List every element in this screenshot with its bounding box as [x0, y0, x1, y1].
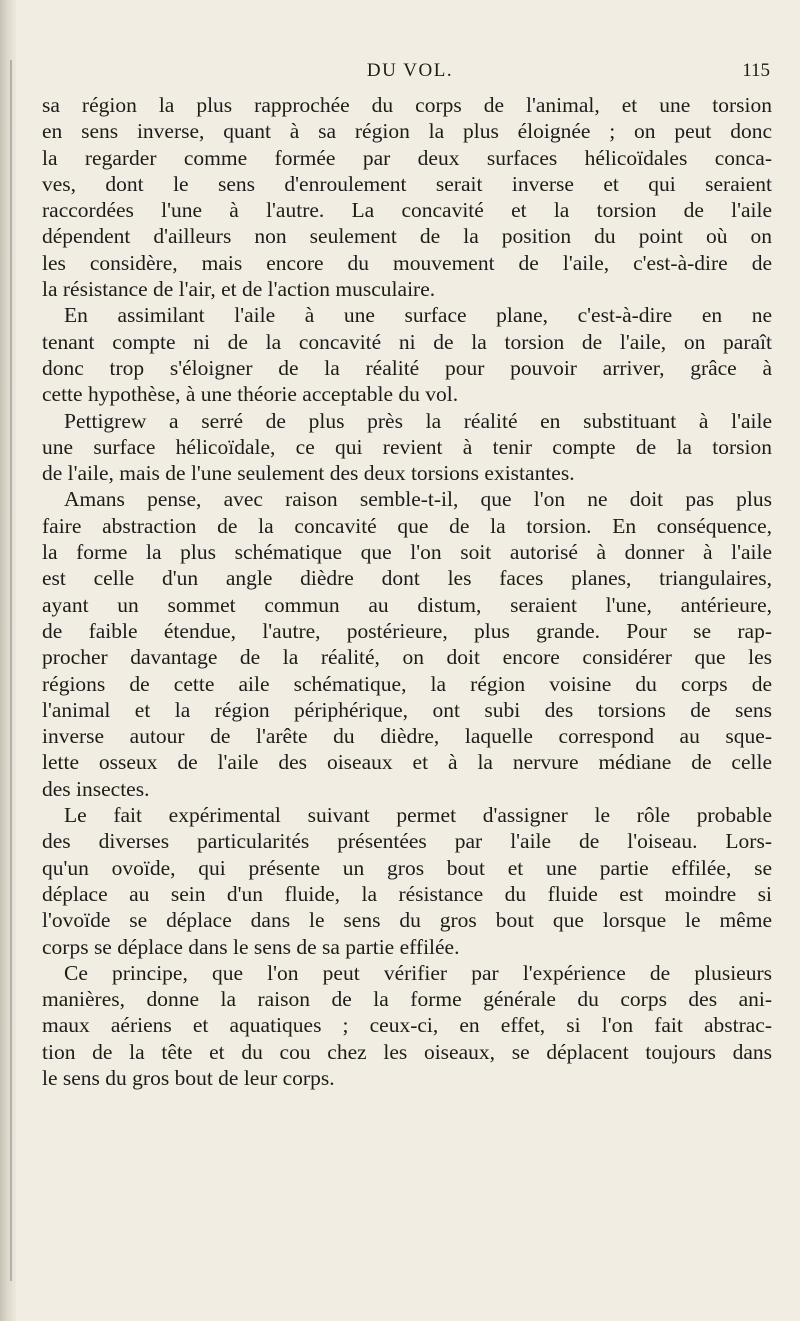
text-line: l'ovoïde se déplace dans le sens du gros bout que lorsque le même	[42, 908, 772, 933]
text-line: qu'un ovoïde, qui présente un gros bout et une partie effilée, se	[42, 855, 772, 880]
text-line: donc trop s'éloigner de la réalité pour pouvoir arriver, grâce à	[42, 355, 772, 380]
text-line: procher davantage de la réalité, on doit encore considérer que les	[42, 645, 772, 670]
text-line: sa région la plus rapprochée du corps de l'animal, et une torsion	[42, 93, 772, 117]
text-line: lette osseux de l'aile des oiseaux et à la nervure médiane de celle	[42, 750, 772, 775]
text-line: maux aériens et aquatiques ; ceux-ci, en effet, si l'on fait abstrac-	[42, 1013, 772, 1038]
page-number: 115	[742, 60, 770, 81]
text-line: des insectes.	[42, 776, 150, 801]
text-line: la regarder comme formée par deux surfaces hélicoïdales conca-	[42, 145, 772, 170]
text-line: déplace au sein d'un fluide, la résistance du fluide est moindre si	[42, 881, 772, 906]
text-line: de l'aile, mais de l'une seulement des deux torsions existantes.	[42, 461, 575, 486]
text-line: l'animal et la région périphérique, ont subi des torsions de sens	[42, 697, 772, 722]
text-line: dépendent d'ailleurs non seulement de la position du point où on	[42, 224, 772, 249]
text-line: les considère, mais encore du mouvement de l'aile, c'est-à-dire de	[42, 250, 772, 275]
text-line: la résistance de l'air, et de l'action musculaire.	[42, 277, 436, 302]
page-edge-shadow	[0, 0, 16, 1321]
text-line: raccordées l'une à l'autre. La concavité et la torsion de l'aile	[42, 198, 772, 223]
text-line: le sens du gros bout de leur corps.	[42, 1065, 335, 1090]
text-line: de faible étendue, l'autre, postérieure, plus grande. Pour se rap-	[42, 618, 772, 643]
text-line: Ce principe, que l'on peut vérifier par l'expérience de plusieurs	[64, 960, 772, 985]
text-line: régions de cette aile schématique, la région voisine du corps de	[42, 671, 772, 696]
text-line: la forme la plus schématique que l'on soit autorisé à donner à l'aile	[42, 540, 772, 565]
running-title: DU VOL.	[366, 60, 454, 81]
text-line: ayant un sommet commun au distum, seraient l'une, antérieure,	[42, 592, 772, 617]
body-text	[42, 92, 772, 1091]
text-line: tion de la tête et du cou chez les oiseaux, se déplacent toujours dans	[42, 1039, 772, 1064]
text-line: est celle d'un angle dièdre dont les faces planes, triangulaires,	[42, 566, 772, 591]
text-line: une surface hélicoïdale, ce qui revient à tenir compte de la torsion	[42, 434, 772, 459]
text-line: ves, dont le sens d'enroulement serait inverse et qui seraient	[42, 171, 772, 196]
text-line: inverse autour de l'arête du dièdre, laquelle correspond au sque-	[42, 724, 772, 749]
text-line: Pettigrew a serré de plus près la réalité en substituant à l'aile	[64, 408, 772, 433]
text-line: en sens inverse, quant à sa région la plus éloignée ; on peut donc	[42, 119, 772, 144]
text-line: cette hypothèse, à une théorie acceptable du vol.	[42, 382, 459, 407]
text-line: manières, donne la raison de la forme générale du corps des ani-	[42, 987, 772, 1012]
text-line: corps se déplace dans le sens de sa partie effilée.	[42, 934, 460, 959]
text-line: tenant compte ni de la concavité ni de la torsion de l'aile, on paraît	[42, 329, 772, 354]
text-line: En assimilant l'aile à une surface plane, c'est-à-dire en ne	[64, 303, 772, 328]
text-line: Le fait expérimental suivant permet d'assigner le rôle probable	[64, 803, 772, 828]
text-line: Amans pense, avec raison semble-t-il, que l'on ne doit pas plus	[64, 487, 772, 512]
text-line: faire abstraction de la concavité que de la torsion. En conséquence,	[42, 513, 772, 538]
page-header	[40, 60, 780, 86]
text-line: des diverses particularités présentées par l'aile de l'oiseau. Lors-	[42, 829, 772, 854]
binding-gutter	[10, 60, 12, 1281]
